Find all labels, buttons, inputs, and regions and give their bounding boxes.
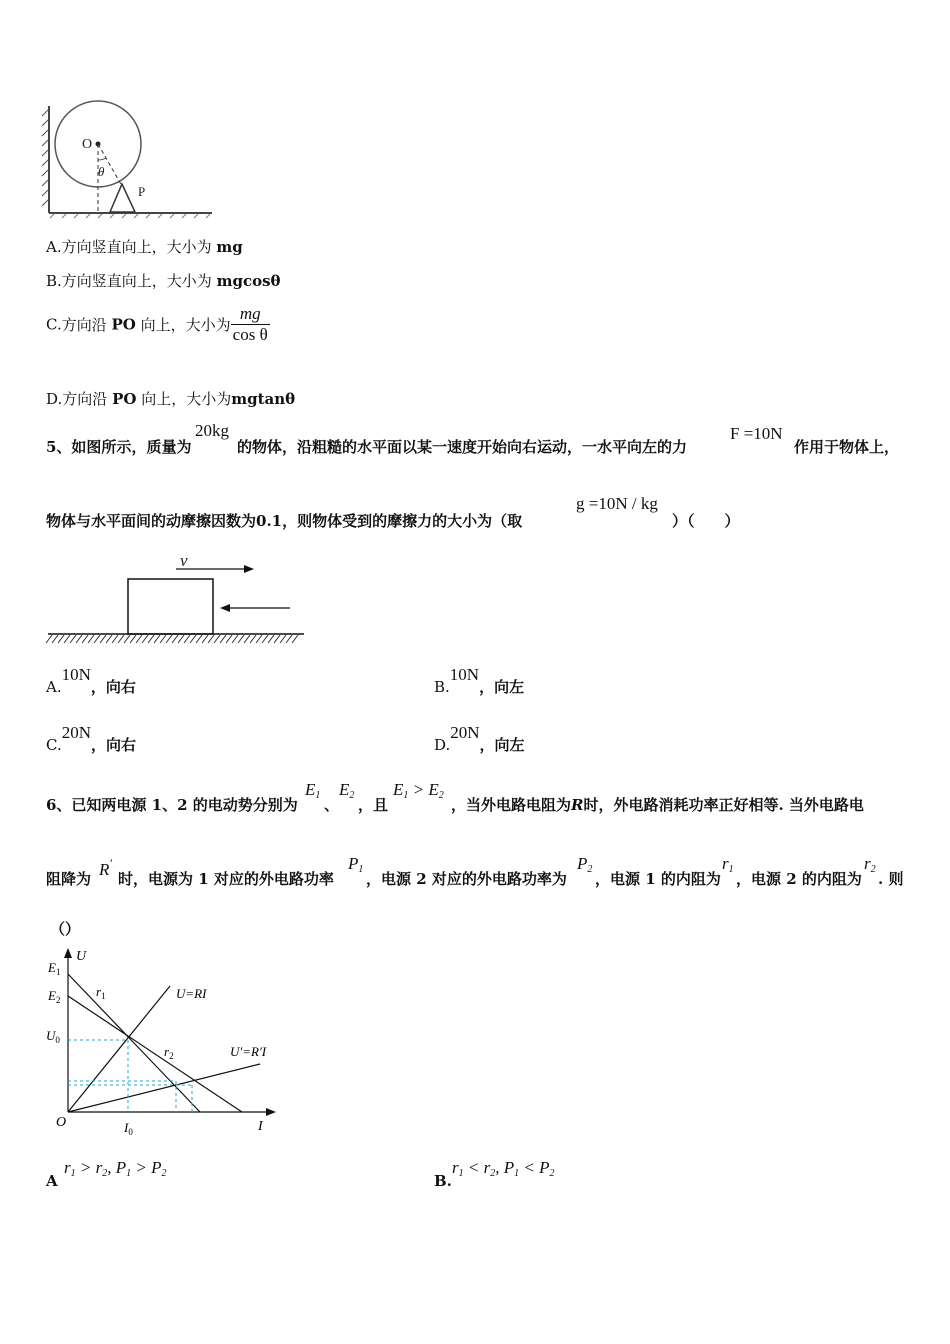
q5-option-c[interactable]: C.20N，向右: [46, 723, 137, 754]
q4-option-d[interactable]: D.方向沿 PO 向上，大小为mgtanθ: [46, 390, 296, 408]
u-ri-label: U=RI: [176, 986, 207, 1001]
ground-hatch: [46, 635, 298, 643]
q6-option-b[interactable]: $r_1 < r_2$, $P_1 < P_2$: [452, 1158, 555, 1179]
q5-line1-b: 的物体，沿粗糙的水平面以某一速度开始向右运动，一水平向左的力: [237, 438, 688, 456]
q6-sep1: 、: [324, 796, 340, 814]
q6-line2-e: ，电源 2 的内阻为: [736, 870, 862, 888]
q6-E2: $E_2$: [339, 780, 355, 801]
q6-line2-d: ，电源 1 的内阻为: [595, 870, 721, 888]
u-ri-line: [68, 986, 170, 1112]
q6-option-a-prefix[interactable]: A: [46, 1172, 58, 1190]
q6-E1: $E_1$: [305, 780, 321, 801]
q6-P2: $P_2$: [577, 854, 593, 875]
q5-option-d[interactable]: D.20N，向左: [434, 723, 525, 754]
q5-line2-a: 物体与水平面间的动摩擦因数为: [46, 512, 257, 530]
q6-line1-b: ，且: [358, 796, 389, 814]
r1-label: $r_1$: [96, 984, 106, 1001]
q6-line3: （）: [50, 920, 81, 938]
q5-figure: [44, 548, 314, 650]
q5-mass: 20kg: [195, 421, 229, 440]
fraction-mg-cos: $\frac{mg}{\text{cos θ}}$: [232, 304, 268, 344]
i-axis-label: I: [258, 1119, 263, 1134]
q4-figure: [40, 92, 220, 222]
block: [128, 579, 213, 634]
center-label: O: [82, 137, 93, 152]
q6-R: R: [571, 796, 584, 814]
u-axis-label: U: [76, 949, 87, 964]
point-label: P: [138, 184, 146, 199]
q6-line1-d: 时，外电路消耗功率正好相等. 当外电路电: [583, 796, 864, 814]
q6-option-b-prefix[interactable]: B.: [434, 1172, 452, 1190]
q5-option-b[interactable]: B.10N，向左: [434, 665, 525, 696]
r2-label: $r_2$: [164, 1044, 174, 1061]
e1-label: $E_1$: [48, 960, 61, 977]
q6-Rprime: R′: [99, 856, 113, 879]
q6-E1-gt-E2: $E_1 > E_2$: [393, 780, 444, 801]
r2-line: [68, 996, 242, 1112]
q4-option-c[interactable]: C.方向沿 PO 向上，大小为 $\frac{mg}{\text{cos θ}}$: [46, 304, 268, 344]
q6-r2: $r_2$: [864, 854, 876, 875]
q6-line1-c: ，当外电路电阻为: [451, 796, 572, 814]
q5-mu: 0.1: [256, 512, 283, 530]
q6-r1: $r_1$: [722, 854, 734, 875]
q6-line2-b: 时，电源为 1 对应的外电路功率: [118, 870, 334, 888]
q6-line2-a: 阻降为: [46, 870, 92, 888]
q6-graph: [40, 944, 290, 1144]
velocity-label: v: [180, 551, 188, 570]
q6-option-a[interactable]: $r_1 > r_2$, $P_1 > P_2$: [64, 1158, 167, 1179]
q5-force: F =10N: [730, 424, 783, 443]
angle-label: θ: [98, 164, 105, 179]
q5-option-a[interactable]: A.10N，向右: [46, 665, 136, 696]
q6-line2-f: . 则: [878, 870, 904, 888]
u0-label: $U_0$: [46, 1028, 60, 1045]
q5-line1-a: 5、如图所示，质量为: [46, 438, 192, 456]
u-rpi-label: U′=R′I: [230, 1044, 267, 1059]
q6-P1: $P_1$: [348, 854, 364, 875]
q5-line2-b: ，则物体受到的摩擦力的大小为（取: [282, 512, 523, 530]
wedge-p: [110, 184, 135, 212]
q5-g: g =10N / kg: [576, 494, 658, 513]
i0-label: $I_0$: [124, 1120, 133, 1137]
q4-option-b[interactable]: B.方向竖直向上，大小为 mgcosθ: [46, 272, 281, 290]
origin-label: O: [56, 1115, 67, 1130]
q4-option-a[interactable]: A.方向竖直向上，大小为 mg: [46, 238, 243, 256]
q6-line1-a: 6、已知两电源 1、2 的电动势分别为: [46, 796, 298, 814]
q5-line2-c: ）（ ）: [672, 512, 740, 530]
q5-line1-c: 作用于物体上，: [794, 438, 900, 456]
q6-line2-c: ，电源 2 对应的外电路功率为: [366, 870, 567, 888]
wall-hatch: [42, 110, 48, 206]
e2-label: $E_2$: [48, 988, 61, 1005]
